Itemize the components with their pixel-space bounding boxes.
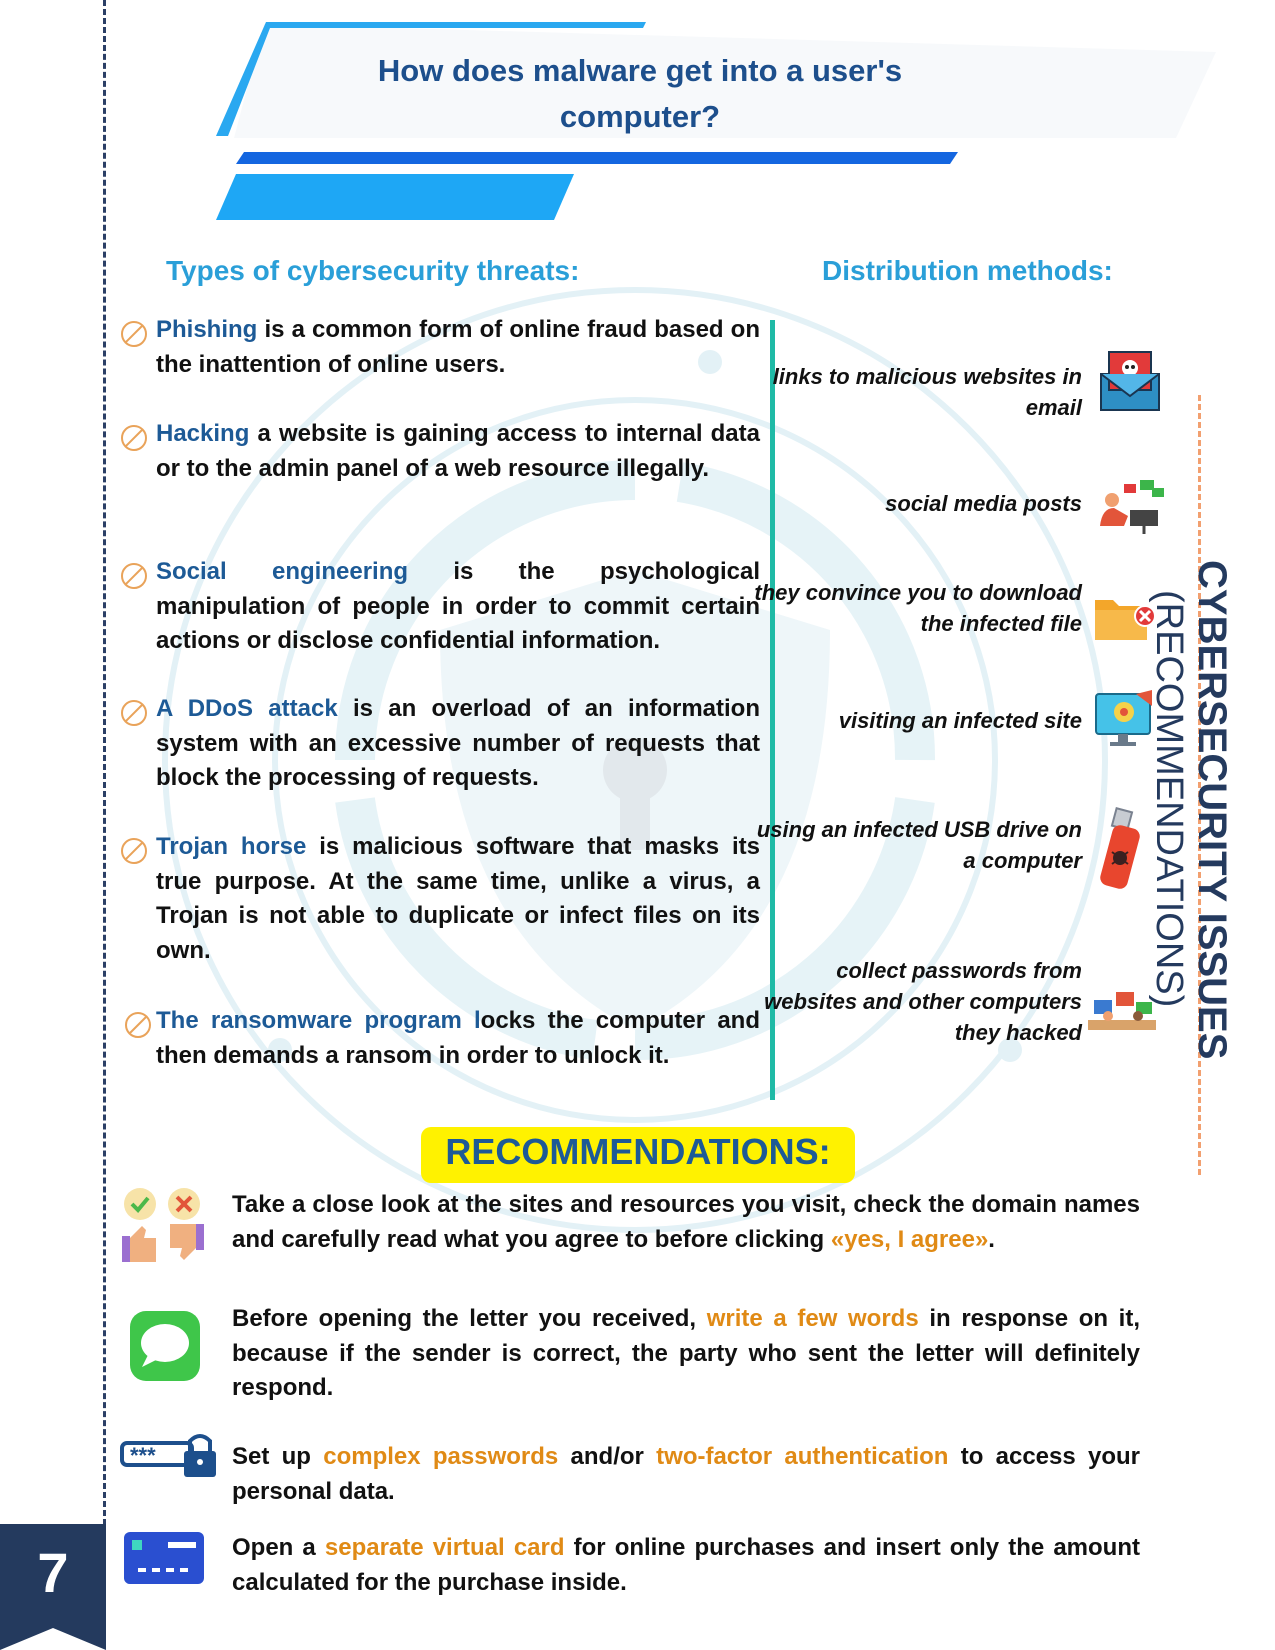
recommendation-text: Before opening the letter you received, xyxy=(232,1305,707,1332)
side-title-main: CYBERSECURITY ISSUES xyxy=(1190,560,1234,1060)
recommendation-item xyxy=(232,1531,1140,1600)
threat-item-hacking xyxy=(156,417,760,486)
threat-term: Social engineering xyxy=(156,558,409,585)
threat-item-phishing xyxy=(156,313,760,382)
recommendation-item xyxy=(232,1302,1140,1406)
recommendation-text: in response on it, because if the sender is correct, the party who sent the letter will definitely respond. xyxy=(232,1305,1140,1401)
threat-term: The ransomware program l xyxy=(156,1007,481,1034)
recommendation-item xyxy=(232,1188,1140,1257)
infected-usb-icon xyxy=(1100,808,1140,892)
threat-term: Hacking xyxy=(156,420,250,447)
method-email-links: links to malicious websites in email xyxy=(772,364,1082,420)
threat-description: is a common form of online fraud based on the inattention of online users. xyxy=(156,316,760,378)
recommendation-highlight: «yes, I agree» xyxy=(830,1225,989,1253)
prohibited-icon xyxy=(120,320,148,348)
threat-item-trojan xyxy=(156,830,760,968)
side-title-sub: (RECOMMENDATIONS) xyxy=(1148,590,1190,1008)
recommendation-text: and/or xyxy=(558,1443,657,1470)
threat-item-ransomware xyxy=(156,1004,760,1073)
side-vertical-title xyxy=(1145,560,1234,1080)
recommendation-text: Open a xyxy=(232,1534,325,1561)
prohibited-icon xyxy=(120,699,148,727)
social-media-user-icon xyxy=(1094,478,1168,536)
threat-term: A DDoS attack xyxy=(156,695,338,722)
approve-reject-thumbs-icon xyxy=(120,1186,206,1266)
recommendation-text: to access your personal data. xyxy=(232,1443,1141,1505)
prohibited-icon xyxy=(124,1011,152,1039)
recommendation-highlight: write a few words xyxy=(706,1305,919,1332)
threats-heading: Types of cybersecurity threats: xyxy=(166,255,580,286)
methods-heading: Distribution methods: xyxy=(822,255,1113,286)
recommendation-text: Set up xyxy=(232,1443,324,1470)
malicious-email-icon xyxy=(1097,348,1163,414)
prohibited-icon xyxy=(120,837,148,865)
threat-term: Trojan horse xyxy=(156,833,307,860)
recommendations-title: RECOMMENDATIONS: xyxy=(445,1131,831,1172)
threat-description: ocks the computer and then demands a ransom in order to unlock it. xyxy=(156,1007,760,1069)
method-infected-site: visiting an infected site xyxy=(838,708,1082,733)
threat-description: a website is gaining access to internal data or to the admin panel of a web resource illegally. xyxy=(156,420,760,482)
recommendation-text: Take a close look at the sites and resources you visit, check the domain names and carefully read what you agree to before clicking xyxy=(232,1191,1140,1253)
method-hacked-passwords: collect passwords from websites and other computers they hacked xyxy=(764,958,1082,1045)
page-number: 7 xyxy=(37,1541,69,1604)
virtual-card-icon xyxy=(122,1530,206,1586)
threat-description: is an overload of an information system with an excessive number of requests that block the processing of requests. xyxy=(156,695,760,791)
recommendation-text: for online purchases and insert only the amount calculated for the purchase inside. xyxy=(232,1534,1140,1596)
page-title: How does malware get into a user's computer? xyxy=(377,53,903,134)
threat-term: Phishing xyxy=(156,316,258,343)
recommendation-highlight: complex passwords xyxy=(323,1443,559,1470)
password-lock-icon xyxy=(120,1429,220,1479)
method-infected-usb: using an infected USB drive on a computer xyxy=(756,817,1082,873)
method-infected-file: they convince you to download the infected file xyxy=(754,580,1082,636)
message-bubble-icon xyxy=(128,1309,202,1383)
svg-text:***: *** xyxy=(130,1443,156,1468)
margin-dashed-line xyxy=(103,0,106,1525)
threat-item-ddos xyxy=(156,692,760,796)
threat-item-social-engineering xyxy=(156,555,760,659)
recommendation-text: . xyxy=(988,1225,995,1253)
recommendation-highlight: separate virtual card xyxy=(324,1534,565,1561)
threat-description: is malicious software that masks its true purpose. At the same time, unlike a virus, a Trojan is not able to duplicate or infect files on its own. xyxy=(156,833,760,964)
method-social-media: social media posts xyxy=(885,491,1082,516)
recommendation-highlight: two-factor authentication xyxy=(656,1443,949,1470)
threat-description: is the psychological manipulation of people in order to commit certain actions or disclose confidential information. xyxy=(156,558,761,654)
recommendation-item xyxy=(232,1440,1140,1509)
prohibited-icon xyxy=(120,424,148,452)
prohibited-icon xyxy=(120,562,148,590)
